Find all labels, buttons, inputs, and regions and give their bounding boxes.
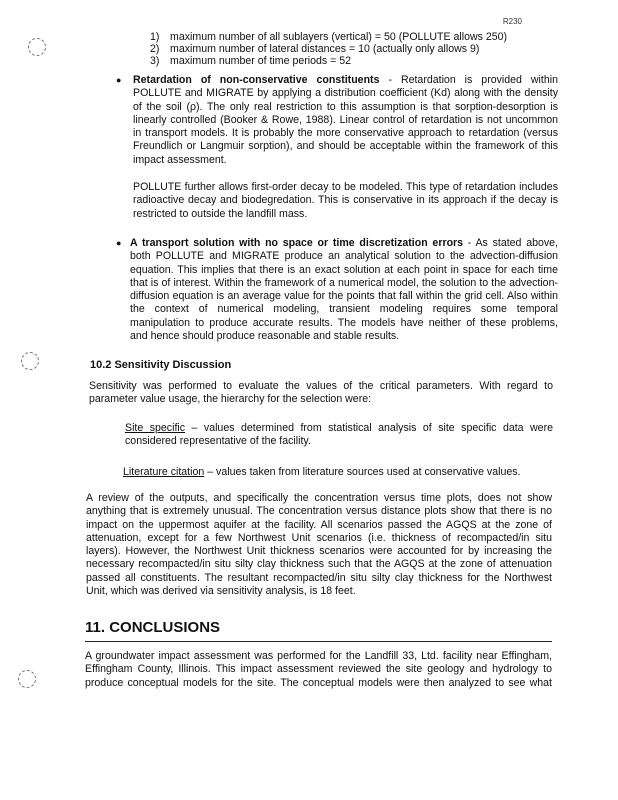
section-heading-10-2: 10.2 Sensitivity Discussion (90, 359, 232, 371)
limit-item: 1) maximum number of all sublayers (vertical) = 50 (POLLUTE allows 250) (150, 31, 508, 43)
binder-hole-bottom (18, 670, 36, 688)
page-label: R230 (502, 17, 522, 26)
bullet-icon: ● (116, 238, 122, 248)
bullet-retardation: Retardation of non-conservative constituents - Retardation is provided within POLLUTE and MIGRATE by applying a distribution coefficient (Kd) along with the density of the soil (ρ). The only real restriction to this assumption is that sorption-desorption is linearly controlled (Booker & Rowe, 1988). Linear control of retardation is not uncommon in transport models. It is probably the more conservative approach to retardation (versus Freundlich or Langmuir sorption), and should be acceptable within the framework of this impact assessment. (133, 74, 558, 166)
limit-item: 2) maximum number of lateral distances = 10 (actually only allows 9) (150, 43, 480, 55)
conclusions-paragraph: A groundwater impact assessment was performed for the Landfill 33, Ltd. facility near Effingham, Effingham County, Illinois. This impact assessment reviewed the site geology and hydrology to produce conceptual models for the site. The conceptual models were then analyzed to see what (85, 650, 552, 689)
literature-citation-definition: Literature citation – values taken from literature sources used at conservative values. (123, 466, 521, 478)
review-paragraph: A review of the outputs, and specifically the concentration versus time plots, does not show anything that is extremely unusual. The concentration versus distance plots show that there is no impact on the uppermost aquifer at the facility. All scenarios passed the AGQS at the zone of attenuation, except for a few Northwest Unit scenarios (i.e. thickness of recompacted/in situ layers). However, the Northwest Unit thickness scenarios were accounted for by increasing the necessary recompacted/in situ silty clay thickness such that the AGQS at the zone of attenuation passed all constituents. The resultant recompacted/in situ silty clay thickness for the Northwest Unit, which was derived via sensitivity analysis, is 18 feet. (86, 492, 552, 598)
sensitivity-intro: Sensitivity was performed to evaluate the values of the critical parameters. With regard to parameter value usage, the hierarchy for the selection were: (89, 380, 553, 406)
section-heading-conclusions: 11. CONCLUSIONS (85, 619, 221, 636)
bullet-transport-solution: A transport solution with no space or time discretization errors - As stated above, both POLLUTE and MIGRATE produce an analytical solution to the advection-diffusion equation. This implies that there is an exact solution at each point in space for each time that is of interest. Within the framework of a numerical model, the solution to the advection- diffusion equation is an average value for the points that fall within the grid cell. Also within the context of numerical modeling, transient modeling requires some temporal manipulation to produce accurate results. The models have neither of these problems, and hence should produce reasonable and stable results. (130, 237, 558, 343)
site-specific-definition: Site specific – values determined from statistical analysis of site specific data were considered representative of the facility. (125, 422, 553, 448)
limit-item: 3) maximum number of time periods = 52 (150, 55, 352, 67)
heading-rule (85, 641, 552, 642)
binder-hole-middle (21, 352, 39, 370)
bullet-icon: ● (116, 75, 122, 85)
binder-hole-top (28, 38, 46, 56)
decay-paragraph: POLLUTE further allows first-order decay to be modeled. This type of retardation includes radioactive decay and biodegredation. This is conservative in its approach if the decay is restricted to outside the landfill mass. (133, 181, 558, 220)
